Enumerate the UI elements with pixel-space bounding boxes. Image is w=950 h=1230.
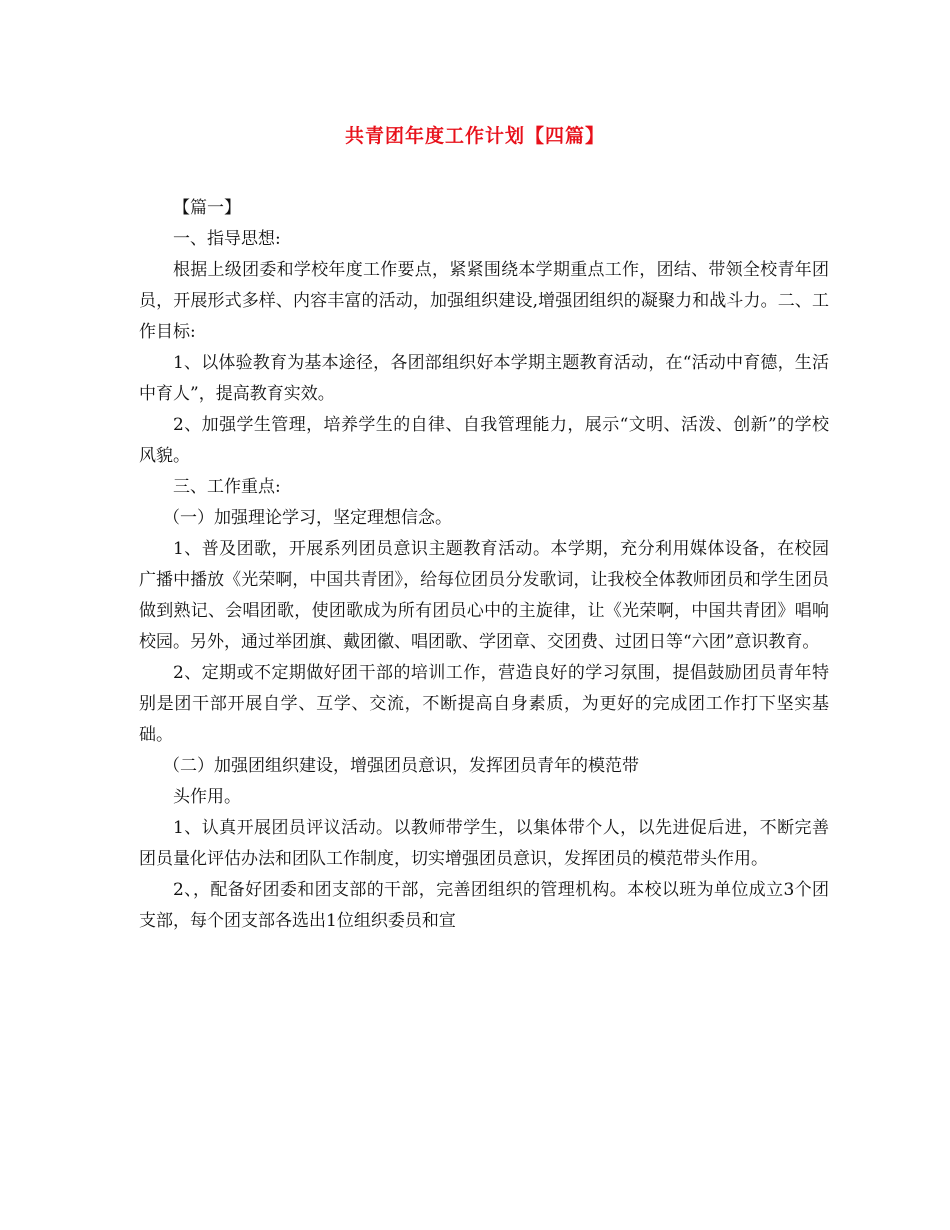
document-title: 共青团年度工作计划【四篇】 [344, 125, 605, 147]
paragraph-goal-1: 1、以体验教育为基本途径，各团部组织好本学期主题教育活动，在“活动中育德，生活中育人”，提高教育实效。 [139, 353, 829, 404]
paragraph-guiding-thought: 根据上级团委和学校年度工作要点，紧紧围绕本学期重点工作，团结、带领全校青年团员，开展形式多样、内容丰富的活动，加强组织建设,增强团组织的凝聚力和战斗力。二、工作目标: [139, 260, 829, 342]
paragraph-subheading-2-continued: 头作用。 [173, 787, 241, 807]
paragraph-focus-2-item-1: 1、认真开展团员评议活动。以教师带学生，以集体带个人，以先进促后进，不断完善团员量化评估办法和团队工作制度，切实增强团员意识，发挥团员的模范带头作用。 [139, 818, 829, 869]
section-heading: 【篇一】 [173, 198, 241, 218]
paragraph-goal-2: 2、加强学生管理，培养学生的自律、自我管理能力，展示“文明、活泼、创新”的学校风貌。 [139, 415, 829, 466]
document-body [139, 193, 829, 937]
paragraph-focus-1-item-2: 2、定期或不定期做好团干部的培训工作，营造良好的学习氛围，提倡鼓励团员青年特别是团干部开展自学、互学、交流，不断提高自身素质，为更好的完成团工作打下坚实基础。 [139, 663, 829, 745]
paragraph-focus-2-item-2: 2、，配备好团委和团支部的干部，完善团组织的管理机构。本校以班为单位成立3个团支部，每个团支部各选出1位组织委员和宣 [139, 880, 829, 931]
paragraph-guiding-thought-heading: 一、指导思想: [173, 229, 281, 249]
paragraph-focus-1-item-1: 1、普及团歌，开展系列团员意识主题教育活动。本学期，充分利用媒体设备，在校园广播中播放《光荣啊，中国共青团》，给每位团员分发歌词，让我校全体教师团员和学生团员做到熟记、会唱团歌，使团歌成为所有团员心中的主旋律，让《光荣啊，中国共青团》唱响校园。另外，通过举团旗、戴团徽、唱团歌、学团章、交团费、过团日等“六团”意识教育。 [139, 539, 829, 652]
paragraph-focus-heading: 三、工作重点: [173, 477, 281, 497]
paragraph-subheading-1: （一）加强理论学习，坚定理想信念。 [163, 508, 452, 528]
paragraph-subheading-2: （二）加强团组织建设，增强团员意识，发挥团员青年的模范带 [163, 756, 639, 776]
